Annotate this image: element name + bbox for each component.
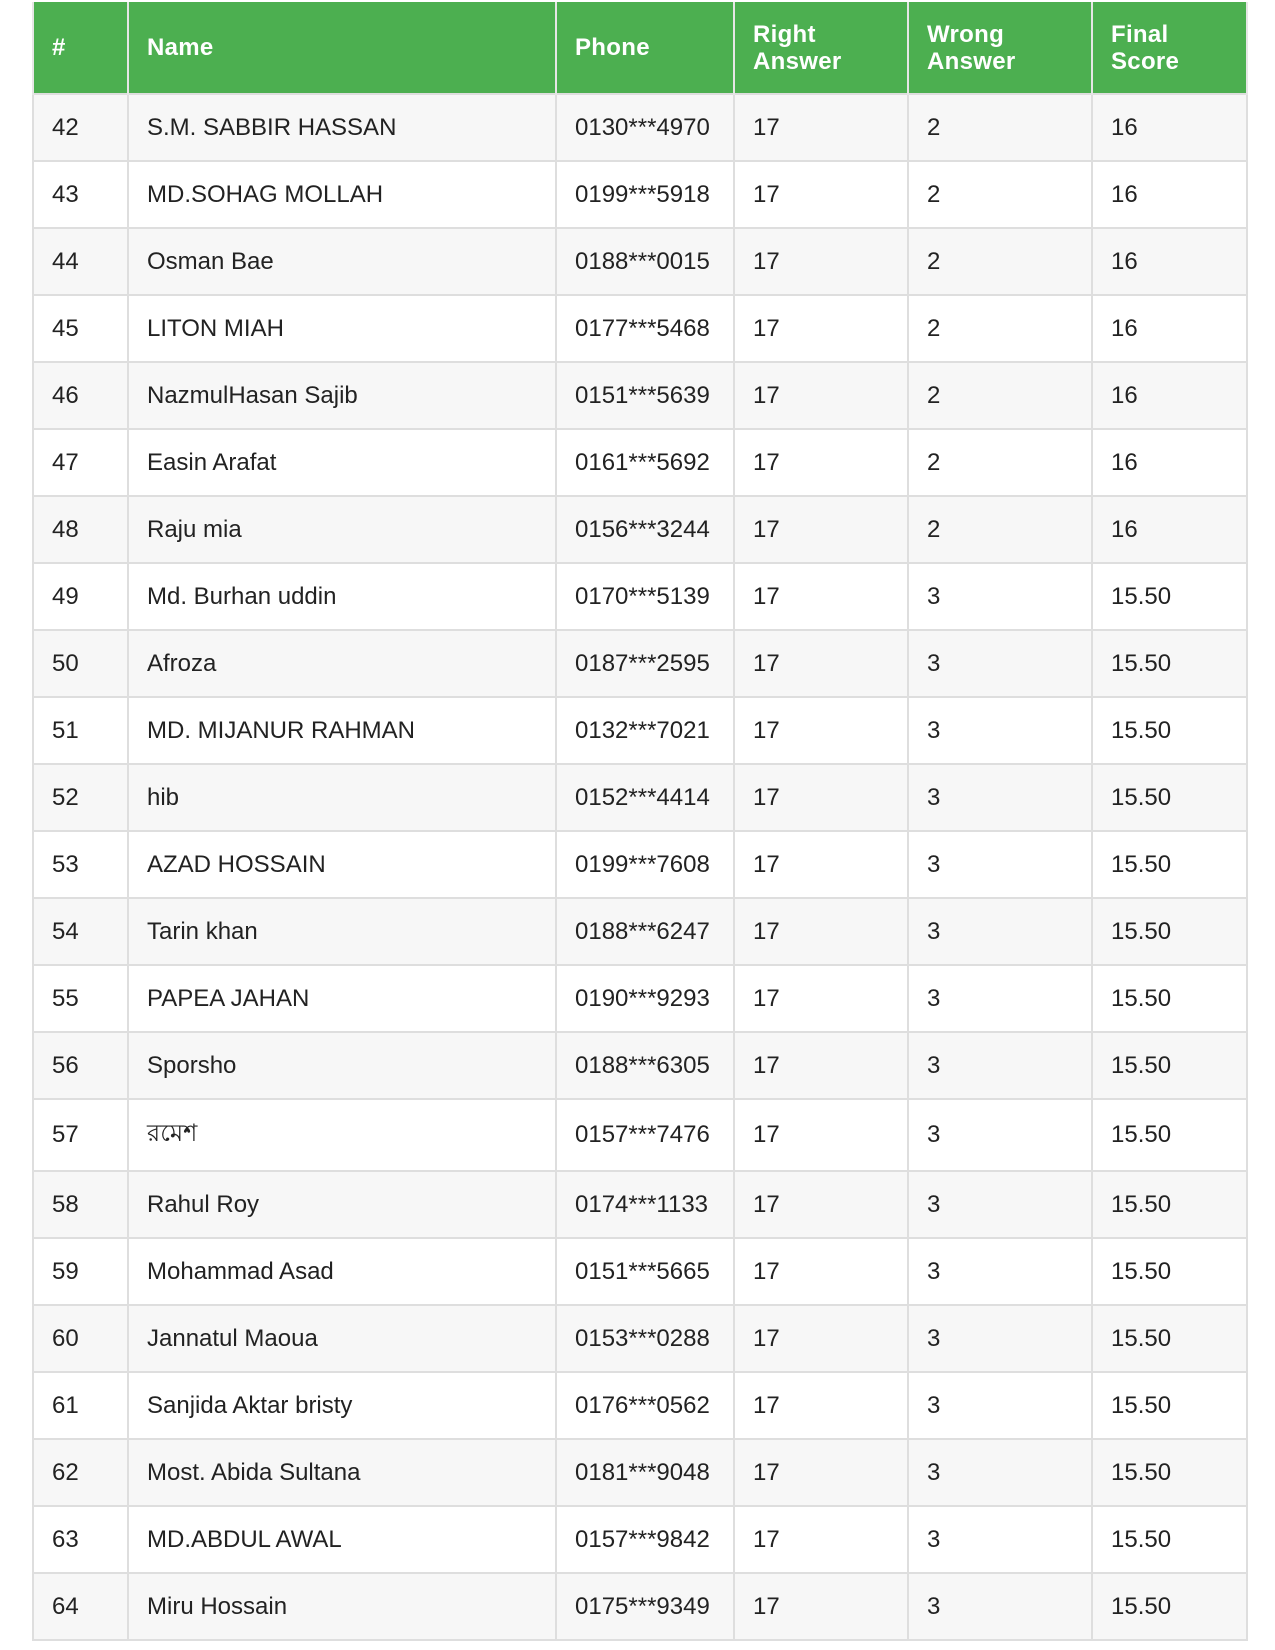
cell-number: 61 bbox=[33, 1372, 128, 1439]
cell-right-answer: 17 bbox=[734, 1099, 908, 1171]
results-table-container bbox=[32, 2, 1246, 1641]
header-right-answer bbox=[734, 2, 908, 94]
cell-phone: 0132***7021 bbox=[556, 697, 734, 764]
table-row bbox=[33, 831, 1247, 898]
cell-final-score: 15.50 bbox=[1092, 1171, 1247, 1238]
cell-number: 56 bbox=[33, 1032, 128, 1099]
cell-phone: 0161***5692 bbox=[556, 429, 734, 496]
cell-final-score: 16 bbox=[1092, 228, 1247, 295]
table-row bbox=[33, 697, 1247, 764]
table-row bbox=[33, 362, 1247, 429]
cell-name: Miru Hossain bbox=[128, 1573, 556, 1640]
cell-name: Easin Arafat bbox=[128, 429, 556, 496]
cell-wrong-answer: 3 bbox=[908, 1439, 1092, 1506]
cell-right-answer: 17 bbox=[734, 764, 908, 831]
cell-phone: 0177***5468 bbox=[556, 295, 734, 362]
cell-final-score: 15.50 bbox=[1092, 1372, 1247, 1439]
cell-name: Afroza bbox=[128, 630, 556, 697]
header-phone: Phone bbox=[556, 2, 734, 94]
cell-name: hib bbox=[128, 764, 556, 831]
cell-number: 63 bbox=[33, 1506, 128, 1573]
cell-final-score: 16 bbox=[1092, 295, 1247, 362]
cell-phone: 0157***9842 bbox=[556, 1506, 734, 1573]
header-name: Name bbox=[128, 2, 556, 94]
cell-final-score: 15.50 bbox=[1092, 1032, 1247, 1099]
cell-phone: 0187***2595 bbox=[556, 630, 734, 697]
cell-right-answer: 17 bbox=[734, 429, 908, 496]
table-row bbox=[33, 1305, 1247, 1372]
cell-final-score: 15.50 bbox=[1092, 1238, 1247, 1305]
cell-number: 58 bbox=[33, 1171, 128, 1238]
table-row bbox=[33, 1439, 1247, 1506]
cell-wrong-answer: 2 bbox=[908, 295, 1092, 362]
cell-right-answer: 17 bbox=[734, 161, 908, 228]
cell-phone: 0153***0288 bbox=[556, 1305, 734, 1372]
table-row bbox=[33, 764, 1247, 831]
cell-name: Osman Bae bbox=[128, 228, 556, 295]
cell-number: 51 bbox=[33, 697, 128, 764]
cell-final-score: 15.50 bbox=[1092, 1573, 1247, 1640]
cell-number: 62 bbox=[33, 1439, 128, 1506]
cell-final-score: 16 bbox=[1092, 496, 1247, 563]
cell-number: 44 bbox=[33, 228, 128, 295]
cell-phone: 0170***5139 bbox=[556, 563, 734, 630]
cell-right-answer: 17 bbox=[734, 94, 908, 161]
cell-right-answer: 17 bbox=[734, 1032, 908, 1099]
cell-right-answer: 17 bbox=[734, 898, 908, 965]
results-table bbox=[32, 2, 1248, 1641]
table-row bbox=[33, 1099, 1247, 1171]
cell-number: 53 bbox=[33, 831, 128, 898]
cell-number: 64 bbox=[33, 1573, 128, 1640]
cell-name: Raju mia bbox=[128, 496, 556, 563]
cell-phone: 0152***4414 bbox=[556, 764, 734, 831]
cell-name: Sanjida Aktar bristy bbox=[128, 1372, 556, 1439]
cell-number: 49 bbox=[33, 563, 128, 630]
cell-name: Mohammad Asad bbox=[128, 1238, 556, 1305]
header-right-answer-line2: Answer bbox=[753, 47, 842, 75]
table-row bbox=[33, 429, 1247, 496]
cell-wrong-answer: 3 bbox=[908, 697, 1092, 764]
table-row bbox=[33, 161, 1247, 228]
cell-number: 42 bbox=[33, 94, 128, 161]
cell-phone: 0151***5639 bbox=[556, 362, 734, 429]
header-final-score-line1: Final bbox=[1111, 20, 1169, 48]
cell-phone: 0188***6247 bbox=[556, 898, 734, 965]
cell-wrong-answer: 3 bbox=[908, 1171, 1092, 1238]
cell-name: Sporsho bbox=[128, 1032, 556, 1099]
table-row bbox=[33, 965, 1247, 1032]
cell-number: 60 bbox=[33, 1305, 128, 1372]
cell-final-score: 15.50 bbox=[1092, 764, 1247, 831]
table-header bbox=[33, 2, 1247, 94]
table-row bbox=[33, 94, 1247, 161]
table-row bbox=[33, 496, 1247, 563]
cell-wrong-answer: 2 bbox=[908, 362, 1092, 429]
cell-name: NazmulHasan Sajib bbox=[128, 362, 556, 429]
cell-wrong-answer: 3 bbox=[908, 1573, 1092, 1640]
cell-phone: 0188***0015 bbox=[556, 228, 734, 295]
cell-number: 55 bbox=[33, 965, 128, 1032]
table-row bbox=[33, 630, 1247, 697]
cell-name: MD. MIJANUR RAHMAN bbox=[128, 697, 556, 764]
cell-wrong-answer: 3 bbox=[908, 764, 1092, 831]
cell-final-score: 16 bbox=[1092, 429, 1247, 496]
cell-number: 50 bbox=[33, 630, 128, 697]
table-row bbox=[33, 1032, 1247, 1099]
cell-wrong-answer: 3 bbox=[908, 1238, 1092, 1305]
cell-wrong-answer: 2 bbox=[908, 94, 1092, 161]
cell-final-score: 15.50 bbox=[1092, 965, 1247, 1032]
cell-phone: 0190***9293 bbox=[556, 965, 734, 1032]
cell-number: 45 bbox=[33, 295, 128, 362]
cell-name: MD.SOHAG MOLLAH bbox=[128, 161, 556, 228]
cell-number: 47 bbox=[33, 429, 128, 496]
cell-final-score: 15.50 bbox=[1092, 1305, 1247, 1372]
cell-phone: 0199***7608 bbox=[556, 831, 734, 898]
cell-wrong-answer: 2 bbox=[908, 161, 1092, 228]
cell-right-answer: 17 bbox=[734, 1305, 908, 1372]
cell-wrong-answer: 2 bbox=[908, 429, 1092, 496]
cell-number: 43 bbox=[33, 161, 128, 228]
table-row bbox=[33, 295, 1247, 362]
cell-final-score: 16 bbox=[1092, 94, 1247, 161]
cell-right-answer: 17 bbox=[734, 1171, 908, 1238]
cell-right-answer: 17 bbox=[734, 1573, 908, 1640]
cell-number: 52 bbox=[33, 764, 128, 831]
cell-name: Jannatul Maoua bbox=[128, 1305, 556, 1372]
cell-right-answer: 17 bbox=[734, 831, 908, 898]
table-row bbox=[33, 228, 1247, 295]
cell-wrong-answer: 3 bbox=[908, 563, 1092, 630]
table-row bbox=[33, 563, 1247, 630]
cell-wrong-answer: 2 bbox=[908, 228, 1092, 295]
table-row bbox=[33, 1573, 1247, 1640]
table-row bbox=[33, 1238, 1247, 1305]
cell-final-score: 15.50 bbox=[1092, 1439, 1247, 1506]
cell-wrong-answer: 3 bbox=[908, 1099, 1092, 1171]
cell-right-answer: 17 bbox=[734, 496, 908, 563]
cell-phone: 0130***4970 bbox=[556, 94, 734, 161]
header-final-score bbox=[1092, 2, 1247, 94]
cell-right-answer: 17 bbox=[734, 362, 908, 429]
header-final-score-line2: Score bbox=[1111, 47, 1180, 75]
cell-name: Md. Burhan uddin bbox=[128, 563, 556, 630]
cell-name: S.M. SABBIR HASSAN bbox=[128, 94, 556, 161]
cell-final-score: 15.50 bbox=[1092, 831, 1247, 898]
cell-right-answer: 17 bbox=[734, 228, 908, 295]
cell-name: Most. Abida Sultana bbox=[128, 1439, 556, 1506]
cell-final-score: 15.50 bbox=[1092, 630, 1247, 697]
cell-final-score: 15.50 bbox=[1092, 898, 1247, 965]
cell-number: 54 bbox=[33, 898, 128, 965]
table-row bbox=[33, 898, 1247, 965]
cell-name: Rahul Roy bbox=[128, 1171, 556, 1238]
cell-right-answer: 17 bbox=[734, 697, 908, 764]
header-wrong-answer-line1: Wrong bbox=[927, 20, 1005, 48]
cell-wrong-answer: 3 bbox=[908, 1305, 1092, 1372]
cell-phone: 0176***0562 bbox=[556, 1372, 734, 1439]
cell-final-score: 16 bbox=[1092, 362, 1247, 429]
table-row bbox=[33, 1372, 1247, 1439]
cell-name: AZAD HOSSAIN bbox=[128, 831, 556, 898]
table-body bbox=[33, 94, 1247, 1640]
cell-right-answer: 17 bbox=[734, 1238, 908, 1305]
table-row bbox=[33, 1171, 1247, 1238]
cell-wrong-answer: 3 bbox=[908, 630, 1092, 697]
cell-phone: 0151***5665 bbox=[556, 1238, 734, 1305]
cell-number: 57 bbox=[33, 1099, 128, 1171]
cell-final-score: 15.50 bbox=[1092, 1506, 1247, 1573]
header-wrong-answer bbox=[908, 2, 1092, 94]
cell-final-score: 15.50 bbox=[1092, 563, 1247, 630]
cell-wrong-answer: 3 bbox=[908, 1506, 1092, 1573]
cell-phone: 0188***6305 bbox=[556, 1032, 734, 1099]
cell-wrong-answer: 3 bbox=[908, 1032, 1092, 1099]
cell-number: 48 bbox=[33, 496, 128, 563]
cell-phone: 0174***1133 bbox=[556, 1171, 734, 1238]
cell-wrong-answer: 3 bbox=[908, 965, 1092, 1032]
cell-number: 46 bbox=[33, 362, 128, 429]
cell-right-answer: 17 bbox=[734, 1439, 908, 1506]
cell-right-answer: 17 bbox=[734, 1506, 908, 1573]
cell-phone: 0175***9349 bbox=[556, 1573, 734, 1640]
cell-phone: 0157***7476 bbox=[556, 1099, 734, 1171]
cell-final-score: 16 bbox=[1092, 161, 1247, 228]
cell-name: MD.ABDUL AWAL bbox=[128, 1506, 556, 1573]
cell-wrong-answer: 3 bbox=[908, 898, 1092, 965]
cell-right-answer: 17 bbox=[734, 630, 908, 697]
cell-right-answer: 17 bbox=[734, 965, 908, 1032]
header-wrong-answer-line2: Answer bbox=[927, 47, 1016, 75]
header-row bbox=[33, 2, 1247, 94]
cell-phone: 0181***9048 bbox=[556, 1439, 734, 1506]
cell-final-score: 15.50 bbox=[1092, 1099, 1247, 1171]
cell-phone: 0199***5918 bbox=[556, 161, 734, 228]
cell-name: রমেশ bbox=[128, 1099, 556, 1171]
cell-wrong-answer: 2 bbox=[908, 496, 1092, 563]
cell-number: 59 bbox=[33, 1238, 128, 1305]
header-right-answer-line1: Right bbox=[753, 20, 816, 48]
cell-right-answer: 17 bbox=[734, 295, 908, 362]
cell-name: LITON MIAH bbox=[128, 295, 556, 362]
cell-name: Tarin khan bbox=[128, 898, 556, 965]
cell-right-answer: 17 bbox=[734, 563, 908, 630]
cell-final-score: 15.50 bbox=[1092, 697, 1247, 764]
cell-phone: 0156***3244 bbox=[556, 496, 734, 563]
cell-wrong-answer: 3 bbox=[908, 1372, 1092, 1439]
cell-name: PAPEA JAHAN bbox=[128, 965, 556, 1032]
cell-wrong-answer: 3 bbox=[908, 831, 1092, 898]
cell-right-answer: 17 bbox=[734, 1372, 908, 1439]
header-number: # bbox=[33, 2, 128, 94]
table-row bbox=[33, 1506, 1247, 1573]
